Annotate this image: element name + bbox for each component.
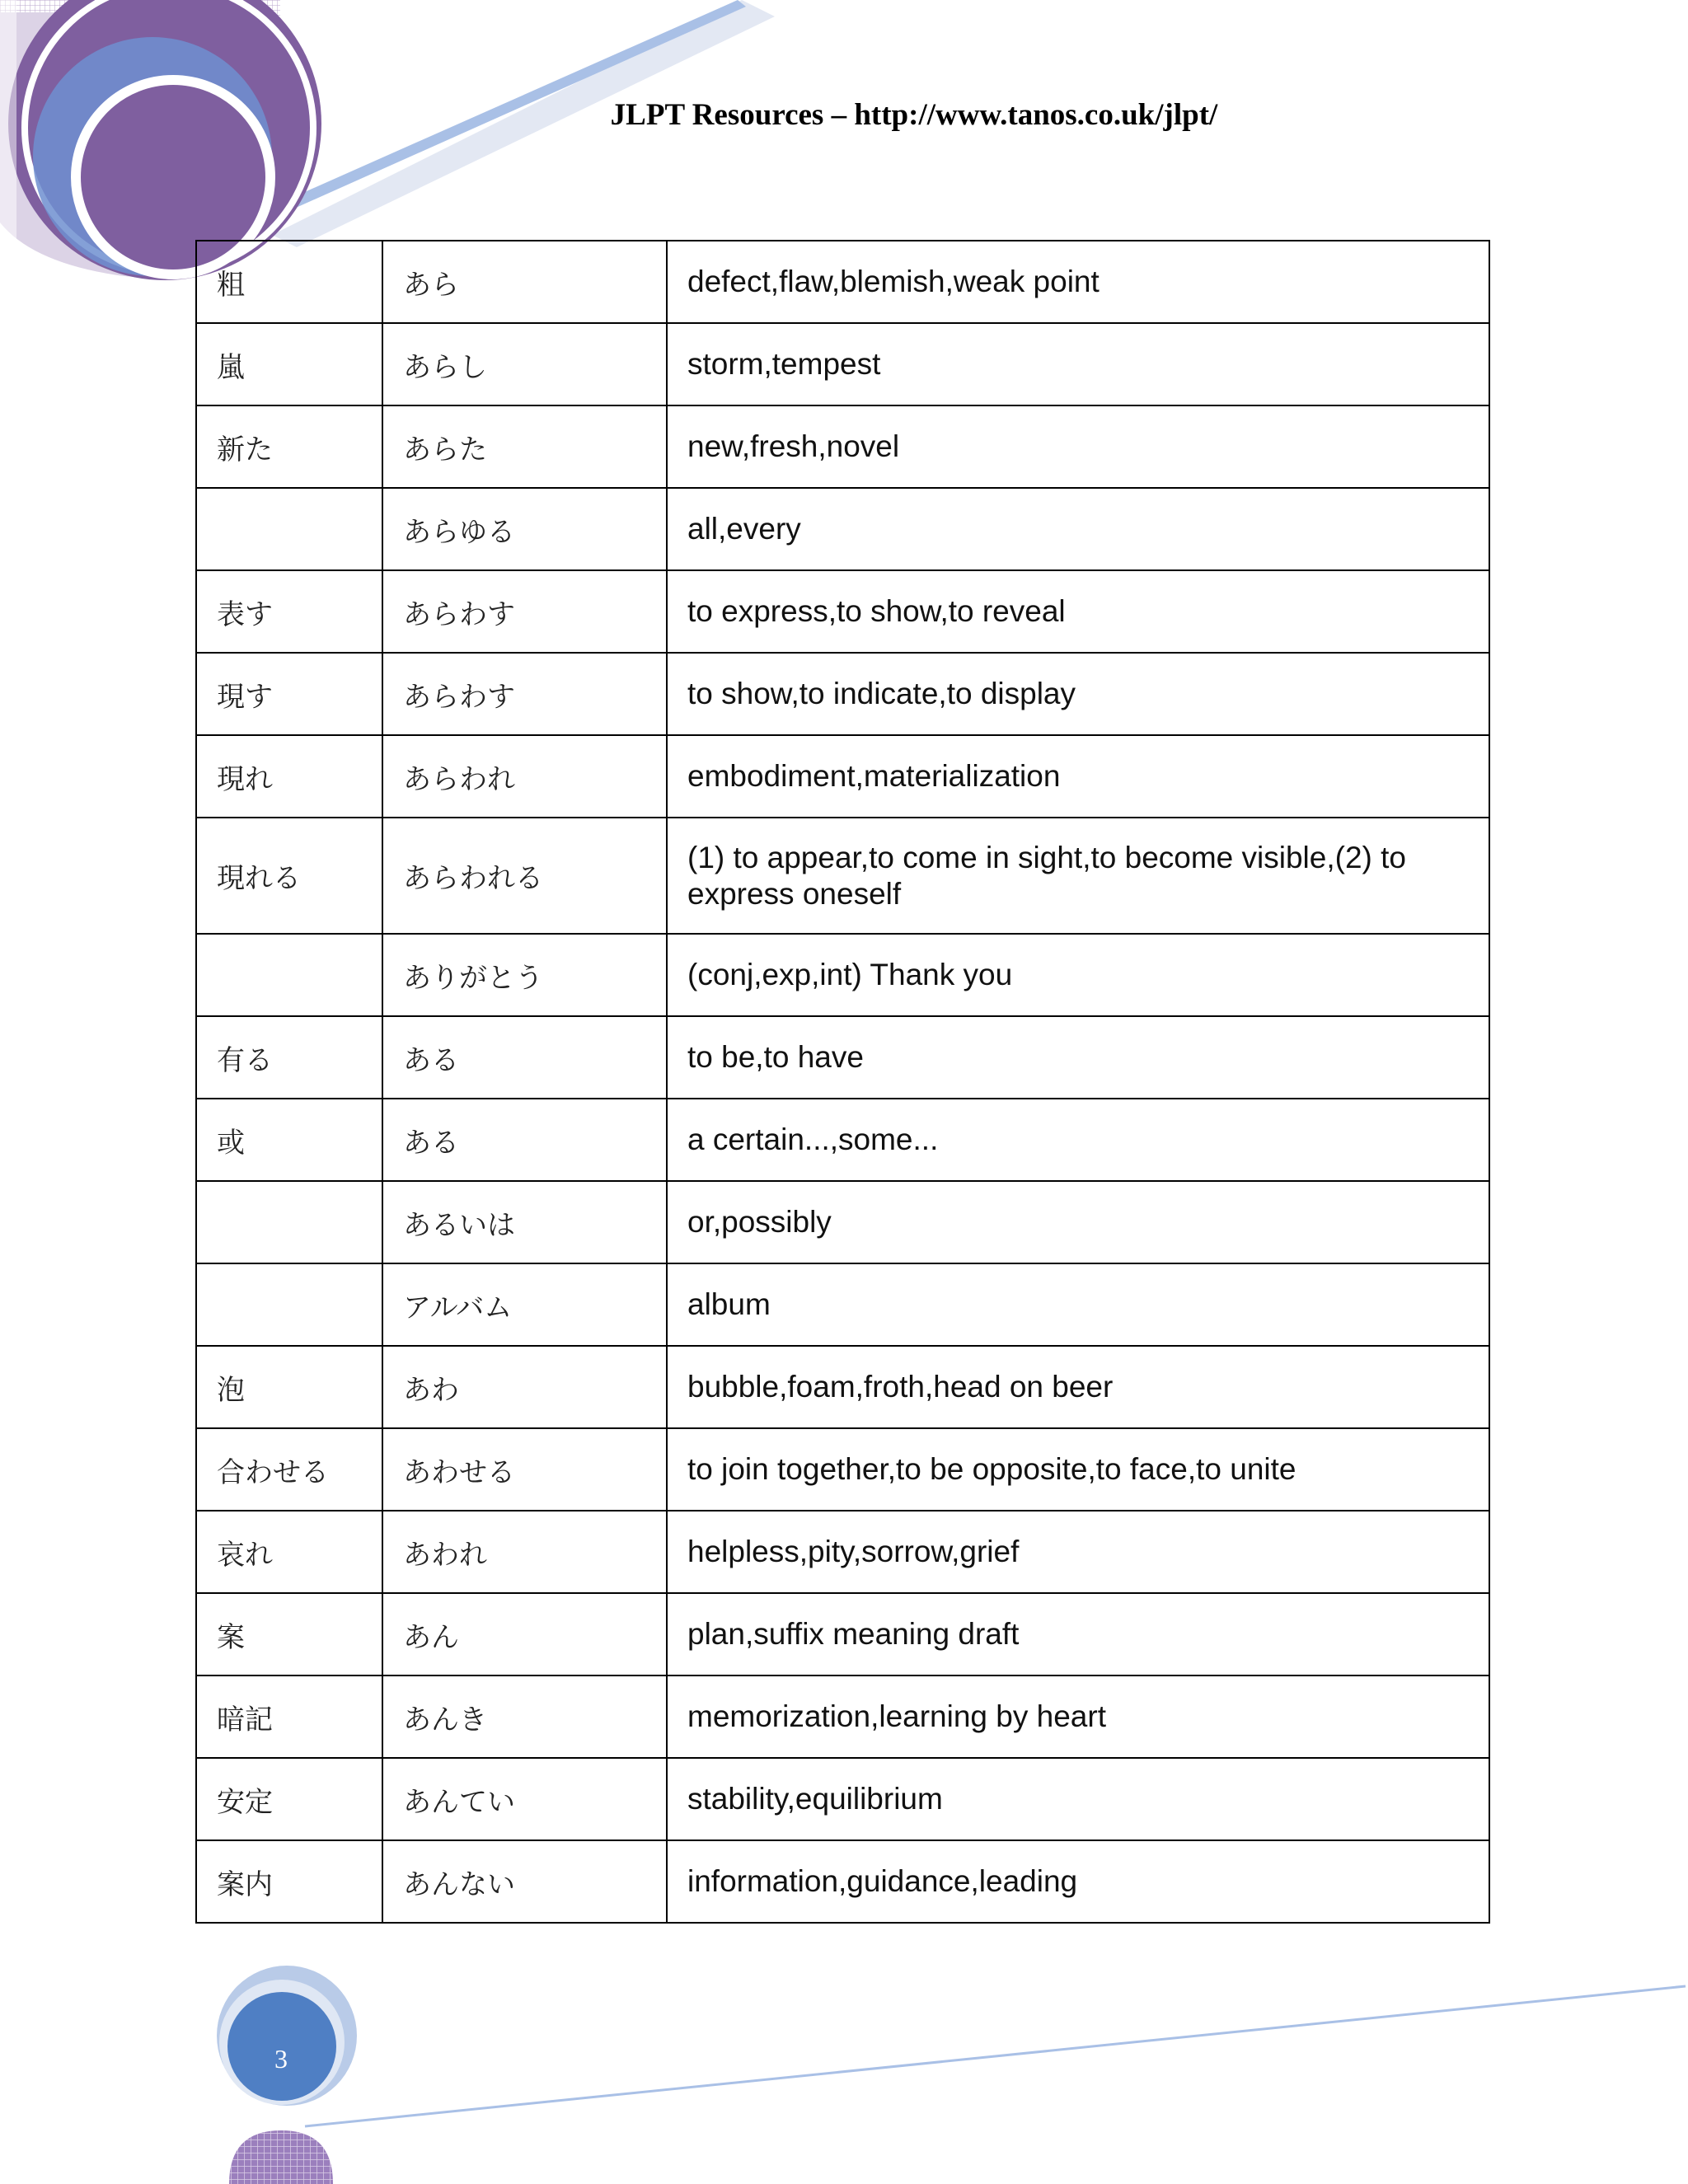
kanji-cell: 粗 [196,241,382,323]
table-row [196,1593,1489,1675]
reading-cell: ある [382,1016,667,1099]
vocabulary-table [195,240,1490,1924]
table-row [196,405,1489,488]
kanji-cell: 表す [196,570,382,653]
table-row [196,653,1489,735]
table-row [196,1099,1489,1181]
table-row [196,1511,1489,1593]
reading-cell: あらわす [382,653,667,735]
kanji-cell [196,1263,382,1346]
kanji-cell: 安定 [196,1758,382,1840]
meaning-cell: to express,to show,to reveal [667,570,1489,653]
page-header: JLPT Resources – http://www.tanos.co.uk/jlpt/ [610,98,1218,132]
table-row [196,1675,1489,1758]
meaning-cell: stability,equilibrium [667,1758,1489,1840]
reading-cell: あらわす [382,570,667,653]
kanji-cell [196,1181,382,1263]
table-row [196,1263,1489,1346]
reading-cell: あわ [382,1346,667,1428]
kanji-cell: 案 [196,1593,382,1675]
kanji-cell: 現れる [196,818,382,934]
meaning-cell: plan,suffix meaning draft [667,1593,1489,1675]
kanji-cell: 嵐 [196,323,382,405]
meaning-cell: to join together,to be opposite,to face,to unite [667,1428,1489,1511]
table-row [196,241,1489,323]
kanji-cell: 或 [196,1099,382,1181]
reading-cell: あらし [382,323,667,405]
table-row [196,570,1489,653]
reading-cell: アルバム [382,1263,667,1346]
table-row [196,1428,1489,1511]
reading-cell: あらわれる [382,818,667,934]
meaning-cell: to show,to indicate,to display [667,653,1489,735]
table-row [196,1016,1489,1099]
reading-cell: ある [382,1099,667,1181]
table-row [196,1840,1489,1923]
reading-cell: あんき [382,1675,667,1758]
meaning-cell: album [667,1263,1489,1346]
kanji-cell: 有る [196,1016,382,1099]
kanji-cell: 新た [196,405,382,488]
meaning-cell: new,fresh,novel [667,405,1489,488]
meaning-cell: all,every [667,488,1489,570]
kanji-cell: 合わせる [196,1428,382,1511]
meaning-cell: storm,tempest [667,323,1489,405]
meaning-cell: (conj,exp,int) Thank you [667,934,1489,1016]
table-row [196,818,1489,934]
table-row [196,934,1489,1016]
meaning-cell: memorization,learning by heart [667,1675,1489,1758]
meaning-cell: (1) to appear,to come in sight,to become visible,(2) to express oneself [667,818,1489,934]
reading-cell: あらゆる [382,488,667,570]
table-row [196,488,1489,570]
meaning-cell: a certain...,some... [667,1099,1489,1181]
meaning-cell: information,guidance,leading [667,1840,1489,1923]
kanji-cell: 案内 [196,1840,382,1923]
reading-cell: あら [382,241,667,323]
reading-cell: あんてい [382,1758,667,1840]
meaning-cell: defect,flaw,blemish,weak point [667,241,1489,323]
reading-cell: あん [382,1593,667,1675]
page-number: 3 [274,2044,288,2074]
table-row [196,1346,1489,1428]
reading-cell: あらた [382,405,667,488]
table-row [196,1181,1489,1263]
kanji-cell: 現す [196,653,382,735]
meaning-cell: or,possibly [667,1181,1489,1263]
reading-cell: ありがとう [382,934,667,1016]
reading-cell: あらわれ [382,735,667,818]
reading-cell: あるいは [382,1181,667,1263]
meaning-cell: bubble,foam,froth,head on beer [667,1346,1489,1428]
table-row [196,323,1489,405]
meaning-cell: to be,to have [667,1016,1489,1099]
kanji-cell: 現れ [196,735,382,818]
kanji-cell: 泡 [196,1346,382,1428]
reading-cell: あわせる [382,1428,667,1511]
kanji-cell: 暗記 [196,1675,382,1758]
reading-cell: あわれ [382,1511,667,1593]
table-row [196,1758,1489,1840]
kanji-cell [196,934,382,1016]
meaning-cell: embodiment,materialization [667,735,1489,818]
table-row [196,735,1489,818]
reading-cell: あんない [382,1840,667,1923]
kanji-cell: 哀れ [196,1511,382,1593]
meaning-cell: helpless,pity,sorrow,grief [667,1511,1489,1593]
kanji-cell [196,488,382,570]
